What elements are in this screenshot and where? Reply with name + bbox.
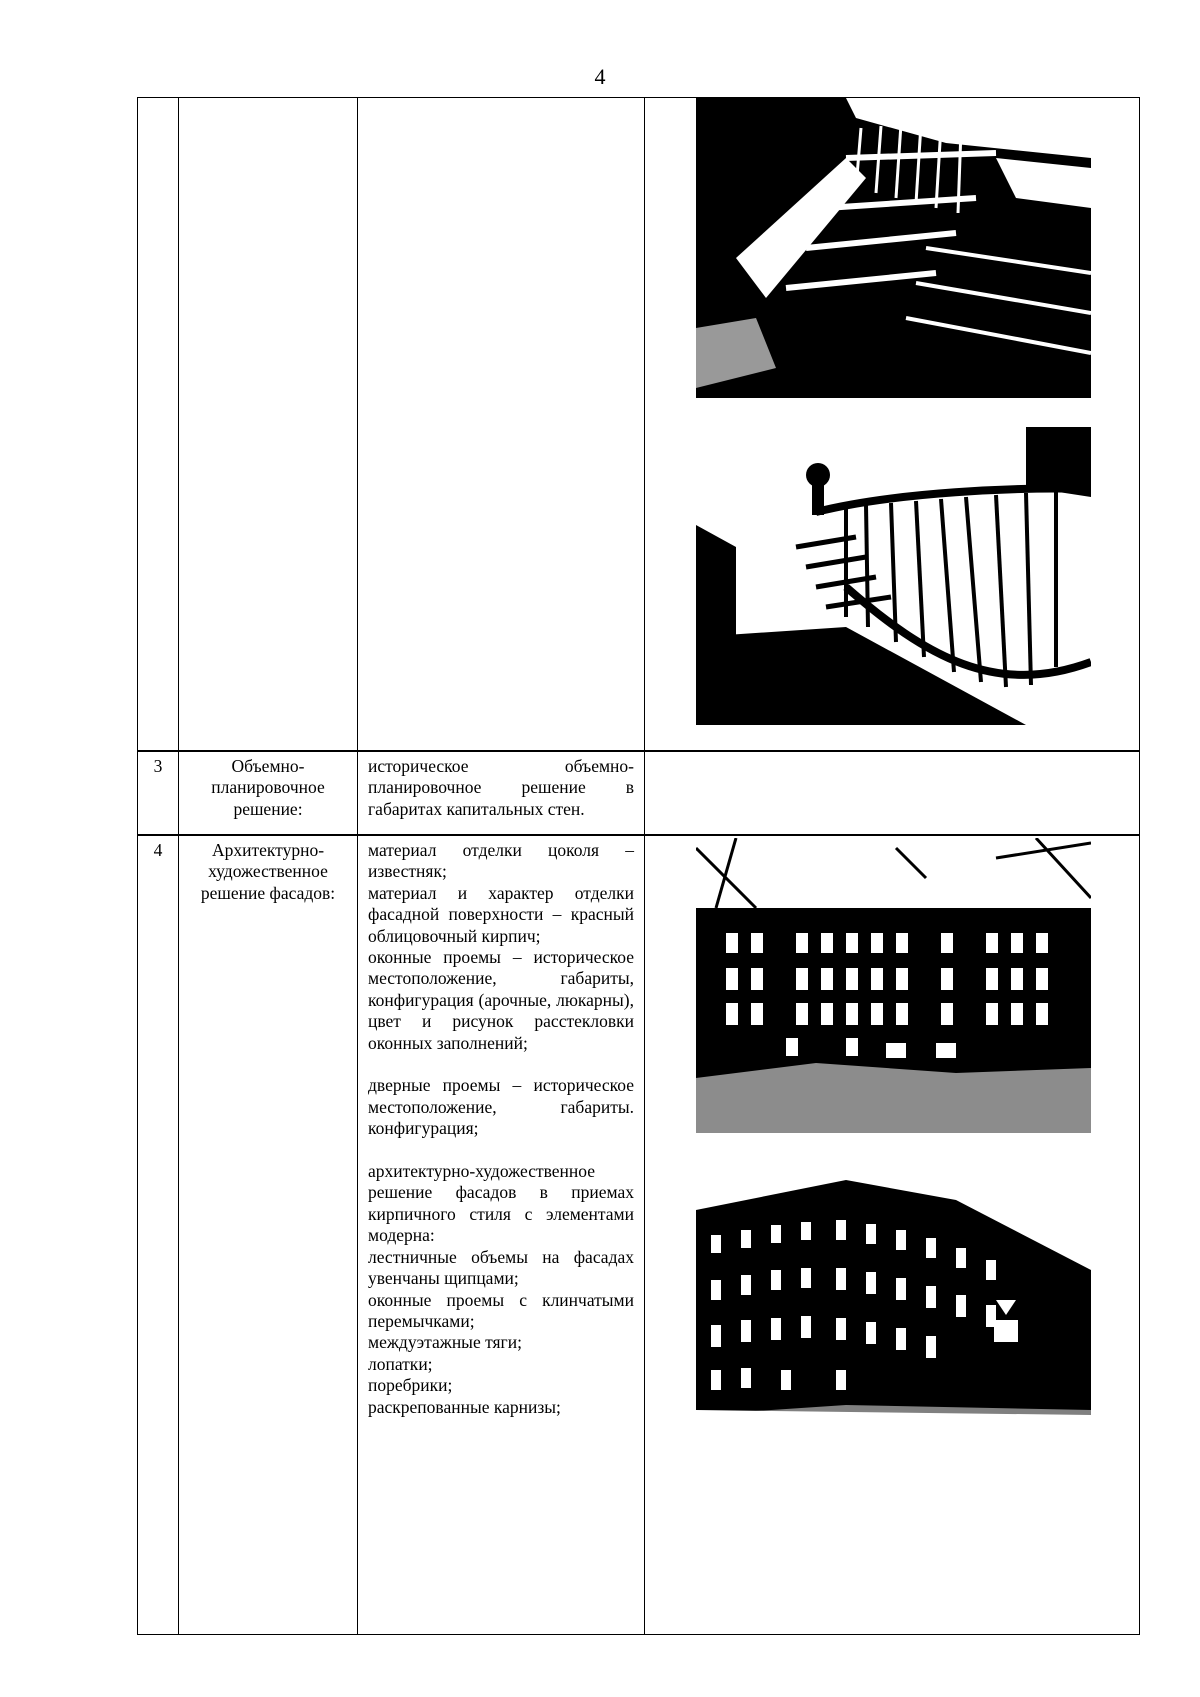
row-4-description-line: архитектурно-художественное решение фасадов в приемах кирпичного стиля с элементами модерна: [368, 1161, 634, 1246]
table-border-bottom [137, 1634, 1140, 1635]
row-3-number: 3 [153, 756, 163, 776]
photo-building-corner [696, 1180, 1091, 1455]
row-3-description [368, 756, 634, 820]
row-4-description-line: междуэтажные тяги; [368, 1332, 522, 1353]
row-4-description-line: материал и характер отделки фасадной поверхности – красный облицовочный кирпич; [368, 882, 634, 946]
row-divider-3 [137, 750, 1140, 752]
photo-staircase-steps [696, 427, 1091, 725]
table-border-left [137, 97, 138, 1635]
row-4-description-line: оконные проемы с клинчатыми перемычками; [368, 1289, 634, 1331]
row-4-description-line: лопатки; [368, 1353, 433, 1374]
table-border-col1 [178, 97, 179, 1635]
photo-staircase-railing [696, 98, 1091, 398]
row-4-name: Архитектурно-художественное решение фасадов: [200, 840, 336, 903]
row-4-description-line: лестничные объемы на фасадах увенчаны щипцами; [368, 1246, 634, 1289]
row-4-description-line: поребрики; [368, 1375, 453, 1396]
table-border-col3 [644, 97, 645, 1635]
row-4-description-line: дверные проемы – историческое местоположение, габариты. конфигурация; [368, 1075, 634, 1139]
table-border-col2 [357, 97, 358, 1635]
row-4-description-line: раскрепованные карнизы; [368, 1396, 561, 1417]
row-4-number: 4 [153, 840, 163, 860]
row-4-description-line: материал отделки цоколя – известняк; [368, 840, 634, 882]
row-4-description-line: оконные проемы – историческое местоположение, габариты, конфигурация (арочные, люкарны), цвет и рисунок расстекловки оконных заполнений; [368, 947, 634, 1053]
spacer [368, 1054, 634, 1075]
row-3-description-line: историческое объемно-планировочное решение в габаритах капитальных стен. [368, 756, 634, 819]
row-4-description [368, 840, 634, 1418]
row-3-name: Объемно-планировочное решение: [211, 756, 325, 819]
photo-building-facade [696, 838, 1091, 1133]
spacer [368, 1140, 634, 1161]
row-divider-4 [137, 834, 1140, 836]
table-border-right [1139, 97, 1140, 1635]
page-number: 4 [594, 64, 606, 89]
